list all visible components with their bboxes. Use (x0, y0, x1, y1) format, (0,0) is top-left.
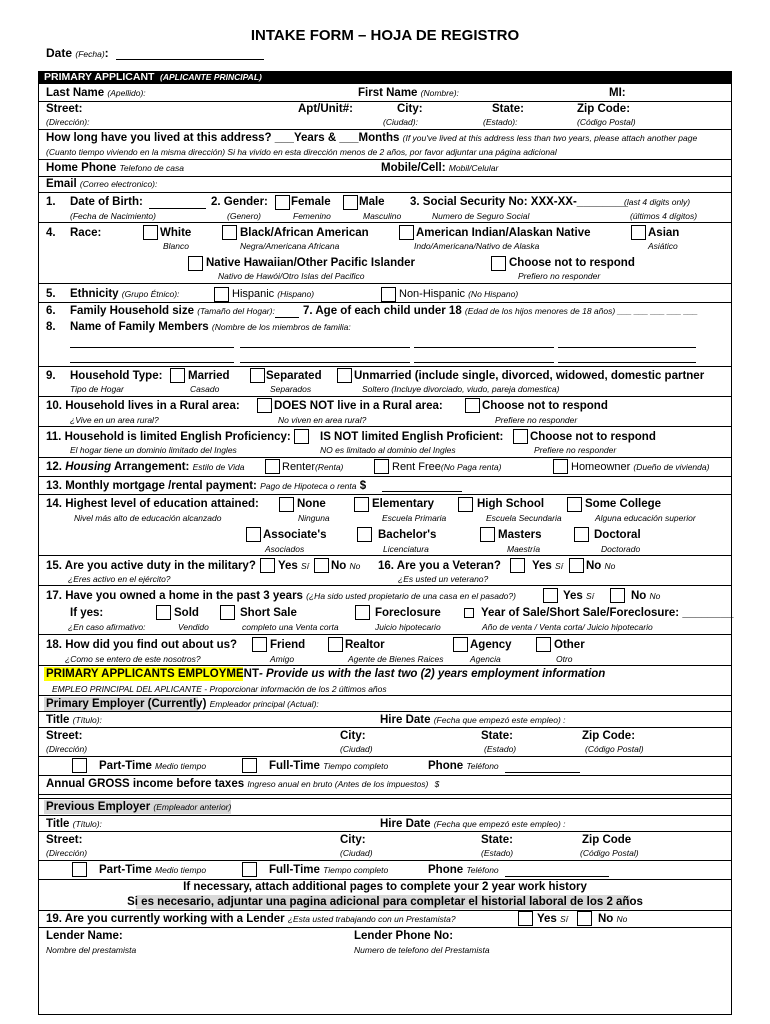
emp-state-es-2: (Estado) (481, 848, 514, 858)
homeowner-checkbox[interactable] (553, 459, 568, 474)
female-checkbox[interactable] (275, 195, 290, 210)
emp-phone-label-1: Phone Teléfono (428, 760, 499, 772)
emp-phone-input-1[interactable] (505, 772, 580, 773)
employment-es: EMPLEO PRINCIPAL DEL APLICANTE - Proporcionar información de los 2 últimos años (52, 684, 387, 694)
employment-heading: PRIMARY APPLICANTS EMPLOYMENT- Provide us with the last two (2) years employment information (46, 668, 606, 680)
full-time-label-2: Full-Time Tiempo completo (269, 864, 389, 876)
child-age-label: 7. Age of each child under 18 (Edad de los hijos menores de 18 años) ___ ___ ___ ___ ___ (303, 305, 698, 317)
edu-masters-label: Masters (498, 529, 542, 541)
edu-none-es: Ninguna (298, 513, 330, 523)
hispanic-label: Hispanic (Hispano) (232, 288, 315, 300)
mobile-label: Mobile/Cell: Mobil/Celular (381, 162, 499, 174)
member-input-3[interactable] (414, 347, 554, 348)
emp-city-label-2: City: (340, 834, 366, 846)
education-label: 14. Highest level of education attained: (46, 498, 259, 510)
find-us-label: 18. How did you find out about us? (46, 639, 238, 651)
agency-es: Agencia (470, 654, 501, 664)
other-checkbox[interactable] (536, 637, 551, 652)
married-label: Married (188, 370, 230, 382)
how-long-es: (Cuanto tiempo viviendo en la misma dirección) Si ha vivido en esta dirección menos de 2 años, por favor adjuntar una página adicional (46, 147, 557, 157)
married-checkbox[interactable] (170, 368, 185, 383)
black-es: Negra/Americana Africana (240, 241, 340, 251)
gender-es: (Genero) (227, 211, 262, 221)
amind-checkbox[interactable] (399, 225, 414, 240)
dob-es: (Fecha de Nacimiento) (70, 211, 156, 221)
unmarried-es: Soltero (Incluye divorciado, viudo, pareja domestica) (362, 384, 560, 394)
home-phone-label: Home Phone Telefono de casa (46, 162, 184, 174)
attach-note: If necessary, attach additional pages to complete your 2 year work history (183, 881, 587, 893)
part-time-label-1: Part-Time Medio tiempo (99, 760, 207, 772)
date-label: Date (Fecha): (46, 46, 109, 60)
title-label-2: Title (Título): (46, 818, 102, 830)
emp-street-label-2: Street: (46, 834, 83, 846)
edu-college-es: Alguna educación superior (595, 513, 696, 523)
q4-num: 4. (46, 227, 56, 239)
rural-not-es: No viven en area rural? (278, 415, 367, 425)
street-label: Street: (46, 103, 83, 115)
rent-free-label: Rent Free(No Paga renta) (392, 461, 502, 473)
non-hispanic-checkbox[interactable] (381, 287, 396, 302)
housing-label: 12. Housing Arrangement: Estilo de Vida (46, 461, 245, 473)
year-sale-label: Year of Sale/Short Sale/Foreclosure: ________ (481, 607, 734, 619)
edu-assoc-es: Asociados (265, 544, 305, 554)
race-label: Race: (70, 227, 102, 239)
lender-question-label: 19. Are you currently working with a Lender ¿Esta usted trabajando con un Prestamista? (46, 913, 456, 925)
education-es: Nivel más alto de educación alcanzado (74, 513, 222, 523)
lender-yes-label: Yes Sí (537, 913, 569, 925)
emp-street-label-1: Street: (46, 730, 83, 742)
emp-zip-label-2: Zip Code (582, 834, 632, 846)
edu-college-checkbox[interactable] (567, 497, 582, 512)
renter-checkbox[interactable] (265, 459, 280, 474)
edu-none-checkbox[interactable] (279, 497, 294, 512)
emp-phone-label-2: Phone Teléfono (428, 864, 499, 876)
race-choose-checkbox[interactable] (491, 256, 506, 271)
rent-free-checkbox[interactable] (374, 459, 389, 474)
last-name-label: Last Name (Apellido): (46, 87, 146, 99)
ethnicity-label: Ethnicity (Grupo Étnico): (70, 288, 180, 300)
renter-label: Renter(Renta) (282, 461, 344, 473)
white-es: Blanco (163, 241, 189, 251)
lep-not-label: IS NOT limited English Proficient: (320, 431, 504, 443)
ssn-label: 3. Social Security No: XXX-XX-________ (410, 196, 628, 208)
emp-zip-es-2: (Código Postal) (580, 848, 639, 858)
military-no-checkbox[interactable] (314, 558, 329, 573)
married-es: Casado (190, 384, 220, 394)
edu-doctoral-es: Doctorado (601, 544, 641, 554)
dob-label: Date of Birth: (70, 196, 143, 208)
household-size-input[interactable] (275, 317, 299, 318)
short-sale-label: Short Sale (240, 607, 297, 619)
edu-college-label: Some College (585, 498, 662, 510)
emp-city-label-1: City: (340, 730, 366, 742)
emp-zip-es-1: (Código Postal) (585, 744, 644, 754)
military-yes-checkbox[interactable] (260, 558, 275, 573)
member-input-7[interactable] (414, 362, 554, 363)
other-es: Otro (556, 654, 573, 664)
asian-label: Asian (648, 227, 680, 239)
previous-employer-label: Previous Employer (Empleador anterior) (46, 801, 232, 813)
black-checkbox[interactable] (222, 225, 237, 240)
edu-elem-checkbox[interactable] (354, 497, 369, 512)
edu-hs-es: Escuela Secundaria (486, 513, 562, 523)
member-input-2[interactable] (240, 347, 410, 348)
lep-yes-checkbox[interactable] (294, 429, 309, 444)
military-label: 15. Are you active duty in the military? (46, 560, 256, 572)
household-type-es: Tipo de Hogar (70, 384, 124, 394)
owned-yes-label: Yes Sí (563, 590, 595, 602)
lender-no-checkbox[interactable] (577, 911, 592, 926)
asian-es: Asiático (648, 241, 678, 251)
separated-checkbox[interactable] (250, 368, 265, 383)
member-input-6[interactable] (240, 362, 410, 363)
rural-es: ¿Vive en un area rural? (70, 415, 159, 425)
edu-bach-es: Licenciatura (383, 544, 429, 554)
member-input-5[interactable] (70, 362, 234, 363)
rural-yes-checkbox[interactable] (257, 398, 272, 413)
owned-no-checkbox[interactable] (610, 588, 625, 603)
nhpi-label: Native Hawaiian/Other Pacific Islander (206, 257, 415, 269)
family-members-label: Name of Family Members (Nombre de los miembros de familia: (70, 321, 351, 333)
short-sale-es: completo una Venta corta (242, 622, 339, 632)
ssn-note: (last 4 digits only) (624, 197, 691, 207)
part-time-label-2: Part-Time Medio tiempo (99, 864, 207, 876)
state-label: State: (492, 103, 524, 115)
lep-not-es: NO es limitado al dominio del Ingles (320, 445, 456, 455)
race-choose-label: Choose not to respond (509, 257, 635, 269)
ssn-es: Numero de Seguro Social (432, 211, 530, 221)
lep-choose-label: Choose not to respond (530, 431, 656, 443)
emp-state-label-2: State: (481, 834, 513, 846)
male-es: Masculino (363, 211, 402, 221)
homeowner-label: Homeowner (Dueño de vivienda) (571, 461, 710, 473)
emp-phone-input-2[interactable] (505, 876, 609, 877)
primary-employer-label: Primary Employer (Currently) Empleador principal (Actual): (46, 698, 319, 710)
ssn-note-es: (últimos 4 dígitos) (630, 211, 698, 221)
veteran-es: ¿Es usted un veterano? (398, 574, 489, 584)
edu-doctoral-label: Doctoral (594, 529, 641, 541)
edu-none-label: None (297, 498, 326, 510)
foreclosure-es: Juicio hipotecario (375, 622, 441, 632)
member-input-1[interactable] (70, 347, 234, 348)
separated-label: Separated (266, 370, 322, 382)
amind-es: Indo/Americana/Nativo de Alaska (414, 241, 540, 251)
part-time-checkbox-1[interactable] (72, 758, 87, 773)
separated-es: Separados (270, 384, 312, 394)
year-sale-checkbox[interactable] (464, 608, 474, 618)
rural-choose-es: Prefiere no responder (495, 415, 578, 425)
hire-date-label-1: Hire Date (Fecha que empezó este empleo) : (380, 714, 566, 726)
edu-masters-es: Maestría (507, 544, 541, 554)
female-label: Female (291, 196, 331, 208)
rural-not-label: DOES NOT live in a Rural area: (274, 400, 443, 412)
city-label: City: (397, 103, 423, 115)
state-es: (Estado): (483, 117, 518, 127)
gender-label: 2. Gender: (211, 196, 268, 208)
lender-no-label: No No (598, 913, 628, 925)
emp-zip-label-1: Zip Code: (582, 730, 636, 742)
household-type-label: Household Type: (70, 370, 163, 382)
lender-name-label: Lender Name: (46, 930, 123, 942)
if-yes-label: If yes: (70, 607, 104, 619)
income-label: Annual GROSS income before taxes Ingreso anual en bruto (Antes de los impuestos) $ (46, 778, 440, 790)
male-checkbox[interactable] (343, 195, 358, 210)
veteran-yes-label: Yes Sí (532, 560, 564, 572)
how-long-label: How long have you lived at this address? ___Years & ___Months (If you've lived at this address less than two years, please attach another page (46, 132, 698, 144)
member-input-4[interactable] (558, 347, 696, 348)
short-sale-checkbox[interactable] (220, 605, 235, 620)
sold-es: Vendido (178, 622, 209, 632)
unmarried-checkbox[interactable] (337, 368, 352, 383)
rural-label: 10. Household lives in a Rural area: (46, 400, 240, 412)
member-input-8[interactable] (558, 362, 696, 363)
friend-es: Amigo (270, 654, 295, 664)
edu-doctoral-checkbox[interactable] (574, 527, 589, 542)
q5-num: 5. (46, 288, 56, 300)
edu-masters-checkbox[interactable] (480, 527, 495, 542)
emp-street-es-1: (Dirección) (46, 744, 88, 754)
amind-label: American Indian/Alaskan Native (416, 227, 591, 239)
full-time-checkbox-2[interactable] (242, 862, 257, 877)
edu-bach-checkbox[interactable] (357, 527, 372, 542)
edu-hs-label: High School (477, 498, 545, 510)
q8-num: 8. (46, 321, 56, 333)
date-input[interactable] (116, 59, 264, 60)
dob-input[interactable] (149, 208, 206, 209)
city-es: (Ciudad): (383, 117, 418, 127)
nhpi-checkbox[interactable] (188, 256, 203, 271)
mortgage-label: 13. Monthly mortgage /rental payment: Pago de Hipoteca o renta $ (46, 480, 367, 492)
edu-assoc-label: Associate's (263, 529, 327, 541)
foreclosure-label: Foreclosure (375, 607, 441, 619)
household-size-label: Family Household size (Tamaño del Hogar): (70, 305, 275, 317)
owned-yes-checkbox[interactable] (543, 588, 558, 603)
q1-num: 1. (46, 196, 56, 208)
emp-city-es-1: (Ciudad) (340, 744, 373, 754)
primary-applicant-bar: PRIMARY APPLICANT (APLICANTE PRINCIPAL) (38, 71, 732, 84)
mortgage-input[interactable] (382, 491, 462, 492)
attach-note-es: Si es necesario, adjuntar una pagina adicional para completar el historial laboral de los 2 años (127, 896, 643, 908)
veteran-yes-checkbox[interactable] (510, 558, 525, 573)
edu-bach-label: Bachelor's (378, 529, 437, 541)
zip-es: (Código Postal) (577, 117, 636, 127)
military-yes-label: Yes Sí (278, 560, 310, 572)
non-hispanic-label: Non-Hispanic (No Hispano) (399, 288, 519, 300)
veteran-no-label: No No (586, 560, 616, 572)
emp-state-es-1: (Estado) (484, 744, 517, 754)
full-time-label-1: Full-Time Tiempo completo (269, 760, 389, 772)
q6-num: 6. (46, 305, 56, 317)
mi-label: MI: (609, 87, 626, 99)
realtor-es: Agente de Bienes Raices (348, 654, 444, 664)
apt-label: Apt/Unit#: (298, 103, 353, 115)
find-us-es: ¿Como se entero de este nosotros? (65, 654, 201, 664)
sold-checkbox[interactable] (156, 605, 171, 620)
part-time-checkbox-2[interactable] (72, 862, 87, 877)
friend-checkbox[interactable] (252, 637, 267, 652)
if-yes-es: ¿En caso afirmativo: (68, 622, 146, 632)
q9-num: 9. (46, 370, 56, 382)
agency-label: Agency (470, 639, 512, 651)
edu-assoc-checkbox[interactable] (246, 527, 261, 542)
nhpi-es: Nativo de Hawói/Otro Islas del Pacifico (218, 271, 365, 281)
owned-home-label: 17. Have you owned a home in the past 3 years (¿Ha sido usted propietario de una casa en el pasado?) (46, 590, 516, 602)
lender-phone-label: Lender Phone No: (354, 930, 454, 942)
zip-label: Zip Code: (577, 103, 631, 115)
lep-label: 11. Household is limited English Proficiency: (46, 431, 291, 443)
realtor-checkbox[interactable] (328, 637, 343, 652)
lep-choose-checkbox[interactable] (513, 429, 528, 444)
asian-checkbox[interactable] (631, 225, 646, 240)
foreclosure-checkbox[interactable] (355, 605, 370, 620)
friend-label: Friend (270, 639, 306, 651)
military-no-label: No No (331, 560, 361, 572)
title-label-1: Title (Título): (46, 714, 102, 726)
emp-street-es-2: (Dirección) (46, 848, 88, 858)
lep-choose-es: Prefiere no responder (534, 445, 617, 455)
lender-name-es: Nombre del prestamista (46, 945, 137, 955)
hispanic-checkbox[interactable] (214, 287, 229, 302)
first-name-label: First Name (Nombre): (358, 87, 459, 99)
lep-es: El hogar tiene un dominio limitado del Ingles (70, 445, 237, 455)
hire-date-label-2: Hire Date (Fecha que empezó este empleo) : (380, 818, 566, 830)
owned-no-label: No No (631, 590, 661, 602)
white-checkbox[interactable] (143, 225, 158, 240)
edu-elem-label: Elementary (372, 498, 435, 510)
female-es: Femenino (293, 211, 331, 221)
sold-label: Sold (174, 607, 199, 619)
rural-choose-checkbox[interactable] (465, 398, 480, 413)
race-choose-es: Prefiero no responder (518, 271, 601, 281)
year-sale-es: Año de venta / Venta corta/ Juicio hipotecario (482, 622, 653, 632)
veteran-label: 16. Are you a Veteran? (378, 560, 501, 572)
unmarried-label: Unmarried (include single, divorced, widowed, domestic partner (354, 370, 705, 382)
lender-yes-checkbox[interactable] (518, 911, 533, 926)
form-title: INTAKE FORM – HOJA DE REGISTRO (250, 27, 520, 44)
agency-checkbox[interactable] (453, 637, 468, 652)
realtor-label: Realtor (345, 639, 385, 651)
emp-city-es-2: (Ciudad) (340, 848, 373, 858)
rural-choose-label: Choose not to respond (482, 400, 608, 412)
white-label: White (160, 227, 192, 239)
edu-hs-checkbox[interactable] (458, 497, 473, 512)
lender-phone-es: Numero de telefono del Prestamista (354, 945, 490, 955)
other-label: Other (554, 639, 585, 651)
edu-elem-es: Escuela Primaria (382, 513, 447, 523)
black-label: Black/African American (240, 227, 369, 239)
full-time-checkbox-1[interactable] (242, 758, 257, 773)
military-es: ¿Eres activo en el ejército? (68, 574, 171, 584)
street-es: (Dirección): (46, 117, 90, 127)
veteran-no-checkbox[interactable] (569, 558, 584, 573)
emp-state-label-1: State: (481, 730, 513, 742)
male-label: Male (359, 196, 385, 208)
email-label: Email (Correo electronico): (46, 178, 158, 190)
